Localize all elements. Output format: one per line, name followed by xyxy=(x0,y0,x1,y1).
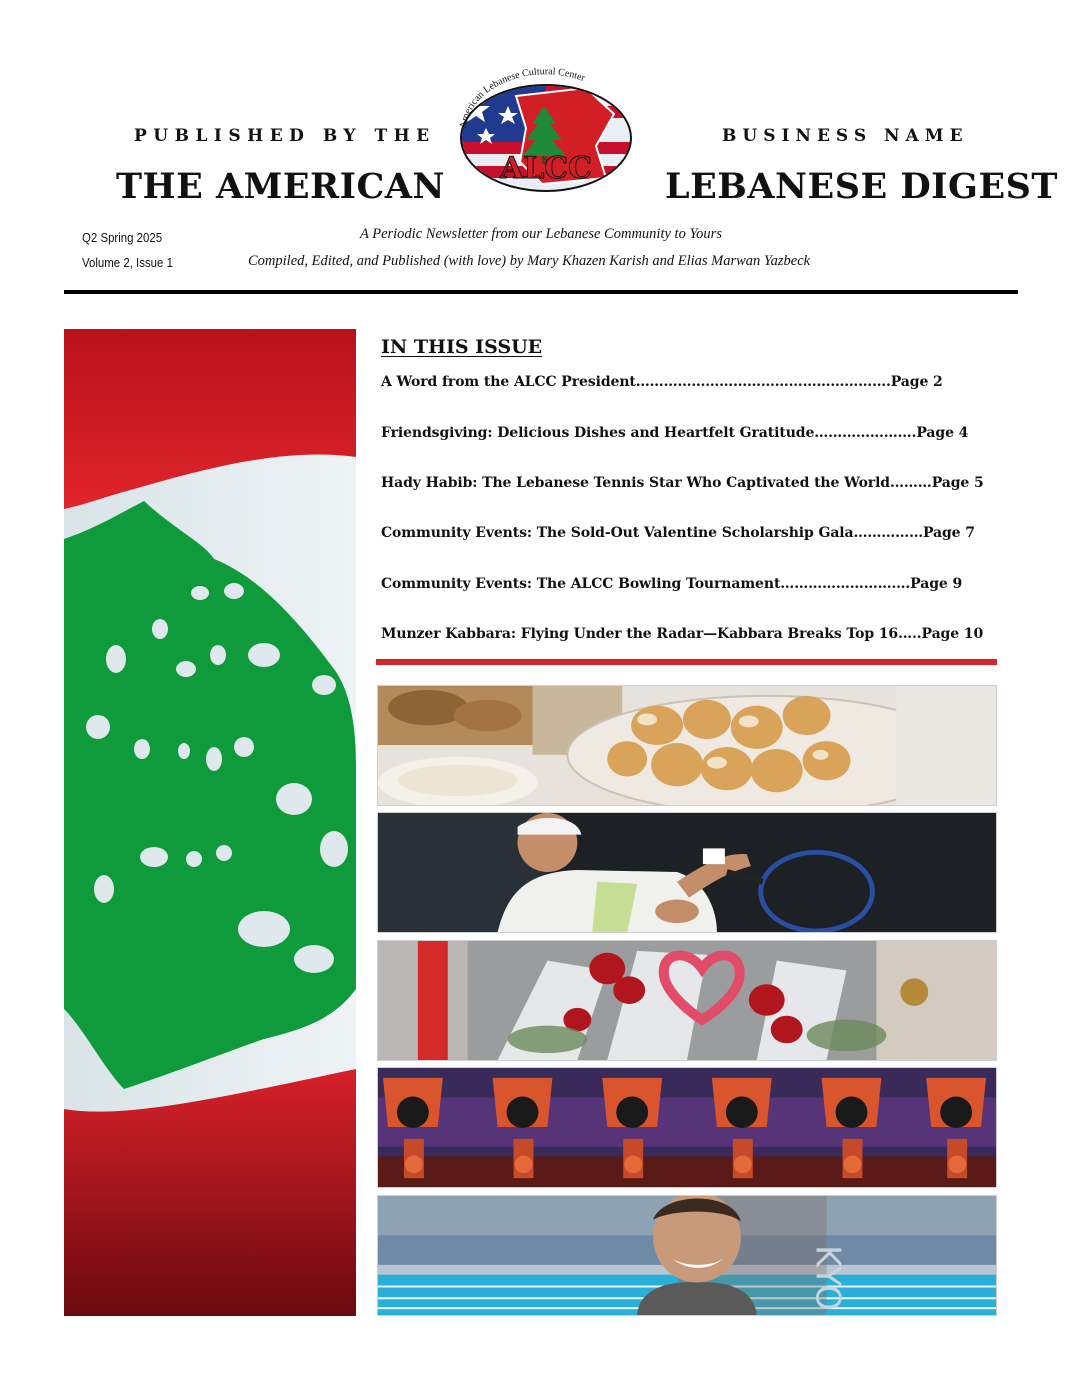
toc-item-bowling-tournament[interactable]: Community Events: The ALCC Bowling Tournament……………………….Page 9 xyxy=(381,576,963,592)
toc-item-valentine-gala[interactable]: Community Events: The Sold-Out Valentine Scholarship Gala……………Page 7 xyxy=(381,525,975,541)
friendsgiving-food-photo xyxy=(377,685,997,806)
issue-volume: Volume 2, Issue 1 xyxy=(82,255,173,270)
logo-arc-text: American Lebanese Cultural Center xyxy=(457,66,587,130)
bowling-trophies-photo xyxy=(377,1067,997,1188)
alcc-logo xyxy=(446,66,636,198)
toc-item-president[interactable]: A Word from the ALCC President……………………………………………….Page 2 xyxy=(381,374,943,390)
munzer-kabbara-pool-photo xyxy=(377,1195,997,1316)
toc-divider xyxy=(376,659,997,665)
issue-quarter: Q2 Spring 2025 xyxy=(82,230,163,245)
newsletter-tagline: A Periodic Newsletter from our Lebanese Community to Yours xyxy=(360,226,722,242)
newsletter-title-right: LEBANESE DIGEST xyxy=(665,166,1058,207)
logo-letters: ALCC xyxy=(499,151,593,186)
toc-item-friendsgiving[interactable]: Friendsgiving: Delicious Dishes and Heartfelt Gratitude………………….Page 4 xyxy=(381,425,969,441)
newsletter-title-left: THE AMERICAN xyxy=(116,166,446,207)
svg-text:KYO: KYO xyxy=(808,1245,848,1311)
header-divider xyxy=(64,290,1018,294)
toc-item-hady-habib[interactable]: Hady Habib: The Lebanese Tennis Star Who Captivated the World………Page 5 xyxy=(381,475,984,491)
valentine-gala-roses-photo xyxy=(377,940,997,1061)
hady-habib-tennis-photo xyxy=(377,812,997,933)
published-by-label: PUBLISHED BY THE xyxy=(134,126,436,146)
business-name-label: BUSINESS NAME xyxy=(722,126,969,146)
table-of-contents xyxy=(381,336,997,642)
toc-heading: IN THIS ISSUE xyxy=(381,336,543,358)
lebanese-flag-image xyxy=(64,329,356,1316)
compiled-by-credit: Compiled, Edited, and Published (with love) by Mary Khazen Karish and Elias Marwan Yazbeck xyxy=(248,253,811,269)
toc-item-munzer-kabbara[interactable]: Munzer Kabbara: Flying Under the Radar—Kabbara Breaks Top 16…..Page 10 xyxy=(381,626,984,642)
